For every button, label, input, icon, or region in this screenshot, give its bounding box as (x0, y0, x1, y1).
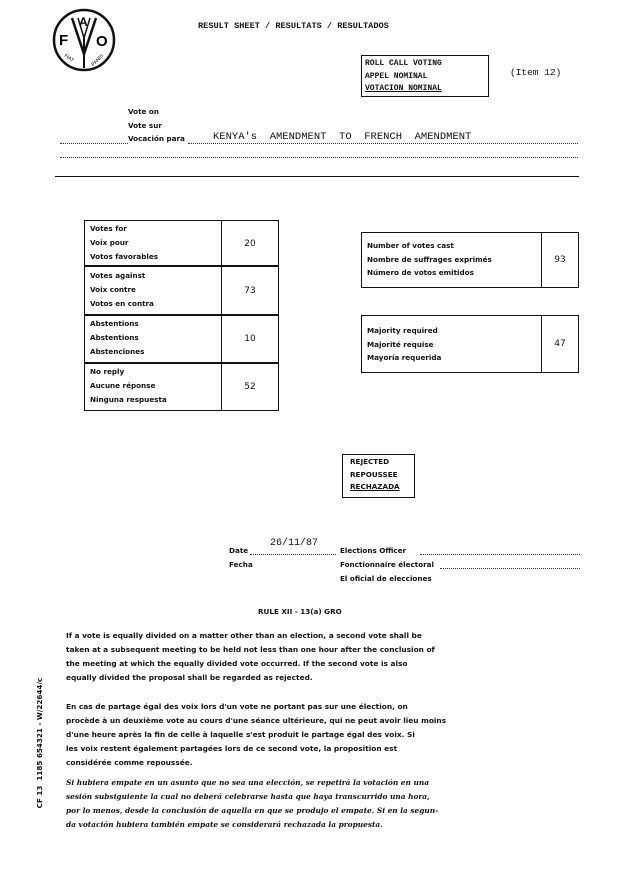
dotted-line (60, 157, 578, 158)
svg-text:PANIS: PANIS (90, 53, 106, 68)
voting-type (365, 58, 442, 96)
votes-for-value: 20 (221, 221, 278, 266)
result-row-against (84, 265, 279, 316)
label: Votes against (90, 271, 146, 280)
vote-subject: KENYA's AMENDMENT TO FRENCH AMENDMENT (213, 131, 472, 143)
label: Abstentions (90, 319, 139, 328)
text-line: les voix restent également partagées lors de ce second vote, la proposition est (66, 744, 398, 753)
vote-on-label-es: Vocación para (128, 134, 185, 143)
label: Votos en contra (90, 299, 154, 308)
abstentions-value: 10 (221, 315, 278, 363)
voting-type-en: ROLL CALL VOTING (365, 59, 442, 68)
officer-es: El oficial de elecciones (340, 574, 432, 583)
text-line: sesión subsiguiente la cual no deberá celebrarse hasta que haya transcurrido una hora, (66, 792, 430, 801)
item-number: (Item 12) (510, 67, 562, 78)
dotted-line (60, 143, 128, 144)
label: Voix pour (90, 238, 129, 247)
result-row-for (84, 220, 279, 267)
votes-cast-box (361, 232, 579, 288)
text-line: considérée comme repoussée. (66, 758, 193, 767)
vote-on-label-en: Vote on (128, 107, 159, 116)
label: Nombre de suffrages exprimés (367, 254, 492, 264)
fecha-label: Fecha (229, 560, 253, 569)
no-reply-value: 52 (221, 363, 278, 410)
label: Voix contre (90, 285, 136, 294)
outcome-fr: REPOUSSEE (350, 469, 398, 479)
text-line: por lo menos, desde la conclusión de aquella en que se produjo el empate. Si en la segun- (66, 806, 439, 815)
label: Aucune réponse (90, 381, 156, 390)
label: Number of votes cast (367, 241, 454, 250)
label: Ninguna respuesta (90, 395, 167, 404)
text-line: equally divided the proposal shall be regarded as rejected. (66, 673, 313, 682)
svg-text:A: A (79, 15, 88, 29)
svg-text:O: O (96, 33, 108, 50)
svg-text:F: F (59, 32, 69, 49)
text-line: taken at a subsequent meeting to be held not less than one hour after the conclusion of (66, 645, 435, 654)
officer-en: Elections Officer (340, 546, 407, 555)
svg-text:FIAT: FIAT (62, 52, 75, 64)
label: Majorité requise (367, 339, 434, 349)
outcome (350, 456, 400, 494)
paragraph-fr (66, 700, 446, 770)
vote-on-labels (128, 105, 185, 146)
text-line: If a vote is equally divided on a matter other than an election, a second vote shall be (66, 631, 422, 640)
vote-on-label-fr: Vote sur (128, 120, 162, 130)
label: Número de votos emitidos (367, 268, 474, 277)
voting-type-fr: APPEL NOMINAL (365, 71, 428, 81)
text-line: En cas de partage égal des voix lors d'un vote ne portant pas sur une élection, on (66, 702, 408, 711)
date-value: 26/11/87 (270, 538, 319, 549)
officer-dots (420, 554, 580, 555)
page-title: RESULT SHEET / RESULTATS / RESULTADOS (198, 21, 389, 31)
outcome-en: REJECTED (350, 457, 390, 466)
paragraph-en (66, 629, 435, 685)
text-line: the meeting at which the equally divided vote occurred. If the second vote is also (66, 659, 408, 668)
result-row-abstentions (84, 314, 279, 364)
label: No reply (90, 367, 125, 376)
officer-fr: Fonctionnaire électoral (340, 560, 434, 569)
text-line: da votación hubiera también empate se considerará rechazada la propuesta. (66, 820, 383, 829)
text-line: procède à un deuxième vote au cours d'une séance ultérieure, qui ne peut avoir lieu moins (66, 716, 447, 725)
date-dots (250, 554, 336, 555)
label: Abstentions (90, 333, 139, 342)
majority-value: 47 (541, 316, 578, 372)
label: Majority required (367, 326, 438, 335)
label: Votes for (90, 224, 127, 233)
dotted-line (188, 143, 578, 144)
officer-labels (340, 544, 434, 586)
rule-heading: RULE XII - 13(a) GRO (258, 607, 342, 616)
text-line: d'une heure après la fin de celle à laquelle s'est produit le partage égal des voix. Si (66, 730, 415, 739)
voting-type-es: VOTACION NOMINAL (365, 84, 442, 93)
fao-logo (52, 8, 116, 72)
label: Abstenciones (90, 347, 145, 356)
label: Votos favorables (90, 252, 159, 261)
votes-cast-value: 93 (541, 233, 578, 287)
label: Mayoría requerida (367, 353, 442, 362)
side-reference: CF 13 1185 654321 - W/22644/c (35, 677, 44, 809)
paragraph-es (66, 776, 438, 832)
text-line: Si hubiera empate en un asunto que no sea una elección, se repetirá la votación en una (66, 778, 429, 787)
votes-against-value: 73 (221, 266, 278, 315)
date-label: Date (229, 546, 249, 555)
outcome-es: RECHAZADA (350, 482, 400, 491)
officer-dots (440, 568, 580, 569)
majority-box (361, 315, 579, 373)
divider (55, 176, 579, 177)
result-row-no-reply (84, 362, 279, 411)
